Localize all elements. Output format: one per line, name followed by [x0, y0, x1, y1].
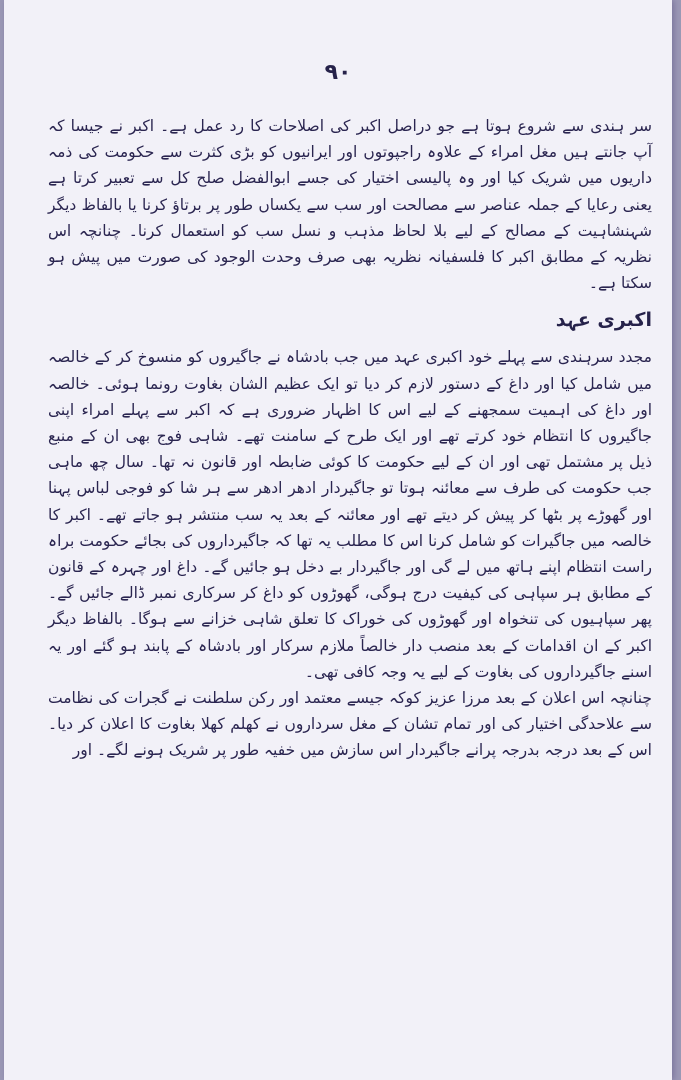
paragraph-intro: سر ہندی سے شروع ہوتا ہے جو دراصل اکبر کی اصلاحات کا رد عمل ہے۔ اکبر نے جیسا کہ آپ جانتے ہیں مغل امراء کے علاوہ راجپوتوں اور ایرانیوں کو بڑی کثرت سے حکومت کی ذمہ داریوں میں شریک کیا اور وہ پالیسی اختیار کی جسے ابوالفضل صلح کل سے تعبیر کرتا ہے یعنی رعایا کے جملہ عناصر سے مصالحت اور سب سے یکساں طور پر برتاؤ کرنا یا بالفاظ دیگر شہنشاہیت کے مصالح کے لیے بلا لحاظ مذہب و نسل سب کو استعمال کرنا۔ چنانچہ اس نظریہ کے مطابق اکبر کا فلسفیانہ نظریہ بھی صرف وحدت الوجود کی صورت میں پیش ہو سکتا ہے۔	[48, 117, 652, 293]
section-heading: اکبری عہد	[555, 309, 652, 332]
paragraph-akbari-era: مجدد سرہندی سے پہلے خود اکبری عہد میں جب بادشاہ نے جاگیروں کو منسوخ کر کے خالصہ میں شامل کیا اور داغ کے دستور لازم کر دیا تو ایک عظیم الشان بغاوت رونما ہوئی۔ خالصہ اور داغ کی اہمیت سمجھنے کے لیے اس کا اظہار ضروری ہے کہ اکبر سے پہلے امراء اپنی جاگیروں کا انتظام خود کرتے تھے اور ایک طرح کے سامنت تھے۔ شاہی فوج بھی ان کے منبع ذیل پر مشتمل تھی اور ان کے لیے حکومت کا کوئی ضابطہ اور قانون نہ تھا۔ سال چھ ماہی جب حکومت کی طرف سے معائنہ ہوتا تو جاگیردار ادھر ادھر سے ہر شا کو فوجی لباس پہنا اور گھوڑے پر بٹھا کر پیش کر دیتے تھے اور معائنہ کے بعد یہ سب منتشر ہو جاتے تھے۔ اکبر کا خالصہ میں جاگیرات کو شامل کرنا اس کا مطلب یہ تھا کہ جاگیرداروں کی بجائے حکومت براہ راست انتظام اپنے ہاتھ میں لے گی اور جاگیردار بے دخل ہو جائیں گے۔ داغ اور چہرہ کے قانون کے مطابق ہر سپاہی کی کیفیت درج ہوگی، گھوڑوں کو داغ کر سرکاری نمبر ڈالے جائیں گے۔ پھر سپاہیوں کی تنخواہ اور گھوڑوں کی خوراک کا تعلق شاہی خزانے سے ہوگا۔ بالفاظ دیگر اکبر کے ان اقدامات کے بعد منصب دار خالصاً ملازم سرکار اور بادشاہ کے پابند ہو گئے اور یہ اسنے جاگیرداروں کی بغاوت کے لیے یہ وجہ کافی تھی۔	[48, 348, 652, 681]
book-page	[4, 0, 672, 1080]
page-number: ۹۰	[324, 60, 352, 85]
paragraph-rebellion: چنانچہ اس اعلان کے بعد مرزا عزیز کوکہ جیسے معتمد اور رکن سلطنت نے گجرات کی نظامت سے علاحدگی اختیار کی اور تمام تشان کے مغل سرداروں نے کھلم کھلا بغاوت کا اعلان کر دیا۔ اس کے بعد درجہ بدرجہ پرانے جاگیردار اس سازش میں خفیہ طور پر شریک ہونے لگے۔ اور	[48, 689, 652, 760]
page-text	[48, 113, 652, 764]
